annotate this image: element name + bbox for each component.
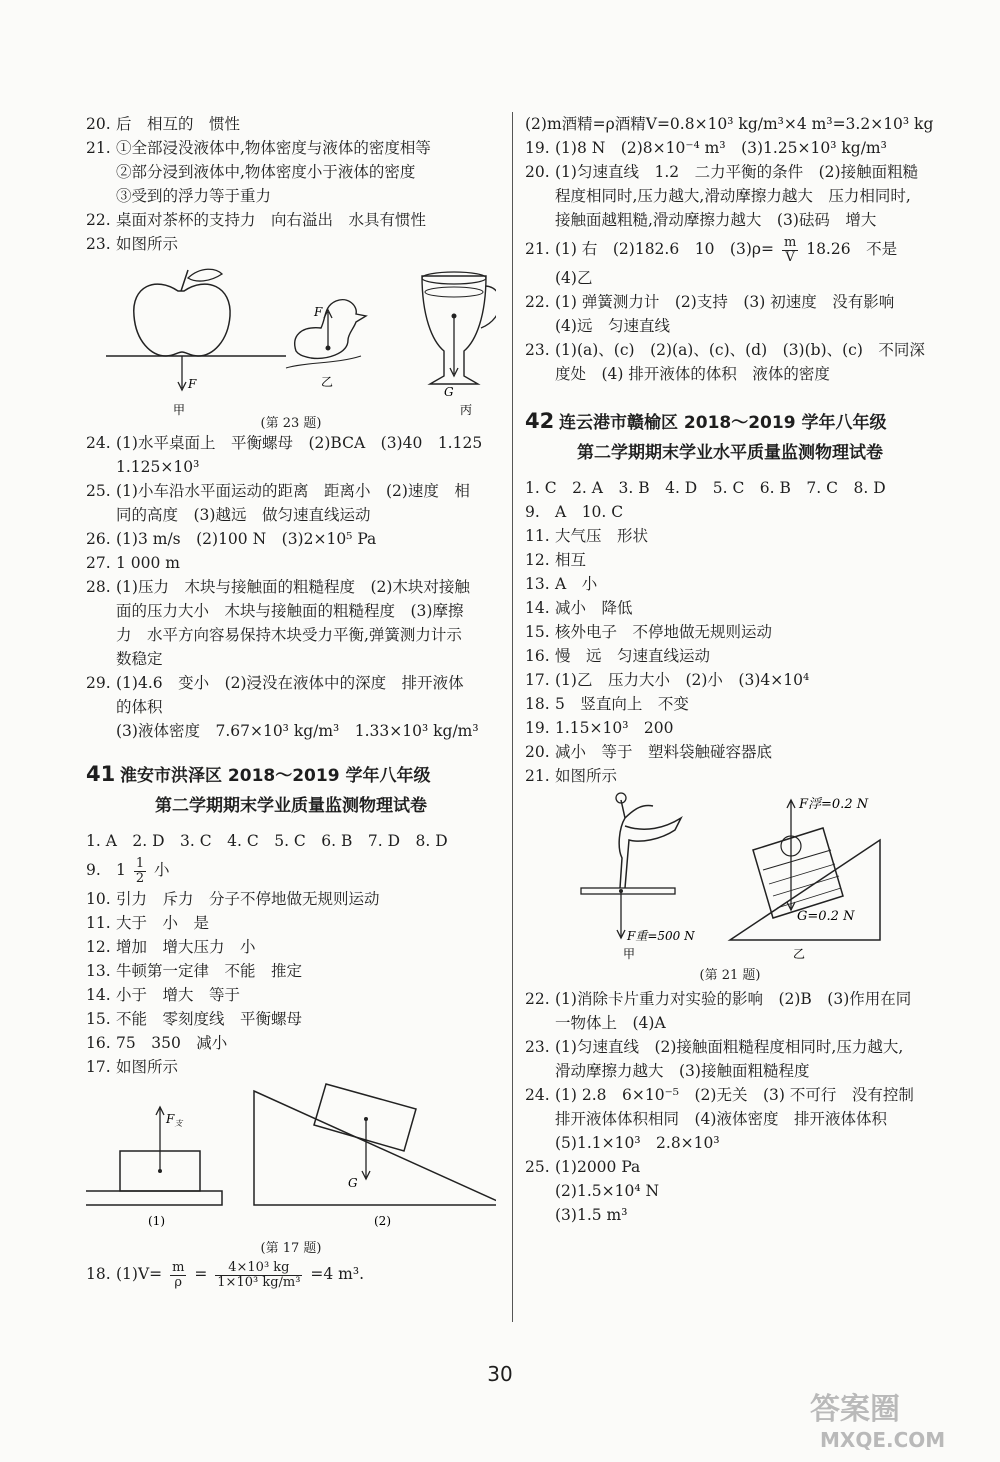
section-number: 42	[525, 409, 555, 433]
answer-item	[86, 959, 496, 983]
item-number: 28.	[86, 578, 111, 596]
answer-item	[525, 644, 935, 668]
fraction-denominator: V	[785, 249, 795, 265]
item-number: 16.	[525, 647, 550, 665]
answer-line: (1)消除卡片重力对实验的影响 (2)B (3)作用在同	[555, 990, 912, 1008]
fraction-numerator: 1	[135, 855, 145, 871]
answer-line: 面的压力大小 木块与接触面的粗糙程度 (3)摩擦	[116, 602, 464, 620]
answer-item	[525, 668, 935, 692]
answer-line: (1)压力 木块与接触面的粗糙程度 (2)木块对接触	[116, 578, 470, 596]
answer-item	[525, 338, 935, 386]
item-number: 11.	[525, 527, 550, 545]
answer-item	[86, 1007, 496, 1031]
item-body	[555, 160, 935, 232]
answer-line: 牛顿第一定律 不能 推定	[116, 962, 303, 980]
figure-q17	[86, 1079, 496, 1229]
item-number: 12.	[86, 938, 111, 956]
section-title-line1: 连云港市赣榆区 2018～2019 学年八年级	[559, 413, 887, 433]
item-body	[555, 290, 935, 338]
figure-label-yi: 乙	[793, 947, 806, 961]
answer-line: 慢 远 匀速直线运动	[555, 647, 711, 665]
answer-item-18	[86, 1256, 496, 1292]
figure-label-jia: 甲	[173, 403, 186, 416]
q21-part: 18.26 不是	[806, 240, 898, 258]
item-body	[116, 208, 496, 232]
answer-line: 75 350 减小	[116, 1034, 228, 1052]
gravity-label: G=0.2 N	[797, 909, 855, 924]
gravity-label: G	[348, 1176, 358, 1190]
item-body	[116, 1007, 496, 1031]
item-number: 21.	[525, 767, 550, 785]
item-body	[116, 136, 496, 208]
item-body	[555, 136, 935, 160]
item-number: 23.	[525, 341, 550, 359]
item-number: 20.	[525, 743, 550, 761]
answer-item	[525, 1083, 935, 1155]
answer-item	[525, 136, 935, 160]
answer-item	[86, 671, 496, 743]
answer-line: (1)2000 Pa	[555, 1158, 641, 1176]
item-number: 21.	[525, 240, 550, 258]
item-number: 27.	[86, 554, 111, 572]
fraction	[170, 1261, 186, 1290]
item-number: 11.	[86, 914, 111, 932]
answer-line: 同的高度 (3)越远 做匀速直线运动	[116, 506, 371, 524]
answer-line: (2)1.5×10⁴ N	[555, 1182, 660, 1200]
answer-line: (1)(a)、(c) (2)(a)、(c)、(d) (3)(b)、(c) 不同深	[555, 341, 925, 359]
item-body	[116, 575, 496, 671]
figure-label-2: (2)	[374, 1214, 391, 1228]
force-label-apple: F	[188, 377, 197, 391]
answer-item-9	[86, 853, 496, 887]
fraction	[215, 1261, 302, 1290]
item-body	[525, 112, 935, 136]
force-label-dancer: F重=500 N	[627, 929, 695, 943]
item-number: 18.	[525, 695, 550, 713]
answer-line: 接触面越粗糙,滑动摩擦力越大 (3)砝码 增大	[555, 211, 877, 229]
item-number: 13.	[525, 575, 550, 593]
item-body	[555, 572, 935, 596]
item-body	[116, 983, 496, 1007]
item-number: 22.	[525, 293, 550, 311]
fraction-denominator: 2	[135, 870, 145, 886]
item-body	[555, 740, 935, 764]
block-on-table	[86, 1107, 222, 1205]
figure-q23-drawing	[86, 256, 496, 416]
answer-line: 程度相同时,压力越大,滑动摩擦力越大 压力相同时,	[555, 187, 911, 205]
answer-line: 相互	[555, 551, 587, 569]
fraction-numerator: m	[783, 234, 797, 250]
fraction-denominator: ρ	[174, 1274, 183, 1290]
watermark-logo	[750, 1385, 980, 1455]
duck-drawing	[286, 300, 366, 368]
answer-item	[525, 112, 935, 136]
figure-caption: (第 21 题)	[699, 968, 761, 983]
answer-line: 1 000 m	[116, 554, 180, 572]
answer-item	[86, 479, 496, 527]
answer-line: (3)1.5 m³	[555, 1206, 628, 1224]
dancer-drawing	[581, 793, 681, 938]
q9-part: 1	[116, 861, 126, 879]
item-number: 13.	[86, 962, 111, 980]
answer-line: 不能 零刻度线 平衡螺母	[116, 1010, 303, 1028]
figure-label-jia: 甲	[623, 947, 636, 961]
answer-line: (1)匀速直线 (2)接触面粗糙程度相同时,压力越大,	[555, 1038, 904, 1056]
item-body	[555, 620, 935, 644]
answer-line: 5 竖直向上 不变	[555, 695, 689, 713]
answer-line: 核外电子 不停地做无规则运动	[555, 623, 773, 641]
answer-item	[525, 500, 935, 524]
apple-drawing	[106, 269, 286, 390]
item-body	[555, 1083, 935, 1155]
right-column	[525, 112, 935, 1227]
item-body	[555, 716, 935, 740]
item-number: 17.	[525, 671, 550, 689]
answer-item	[525, 987, 935, 1035]
figure-q17-drawing	[86, 1079, 496, 1229]
watermark-top-text: 答案圈	[810, 1392, 900, 1427]
item-body	[555, 987, 935, 1035]
answer-list	[86, 431, 496, 743]
answer-item	[86, 112, 496, 136]
answer-line: (4)远 匀速直线	[555, 317, 670, 335]
answer-item	[525, 740, 935, 764]
item-number: 9.	[86, 861, 101, 879]
answer-item	[86, 551, 496, 575]
answer-item	[525, 1155, 935, 1227]
fraction-numerator: m	[172, 1259, 185, 1275]
support-force-symbol: F	[166, 1112, 175, 1126]
item-body	[116, 1055, 496, 1079]
q21-line2: (4)乙	[555, 269, 593, 287]
answer-item	[525, 548, 935, 572]
figure-caption: (第 23 题)	[260, 416, 322, 431]
answer-line: 增加 增大压力 小	[116, 938, 256, 956]
item-body	[116, 1031, 496, 1055]
answer-line: (1)4.6 变小 (2)浸没在液体中的深度 排开液体	[116, 674, 464, 692]
item-number: 25.	[525, 1158, 550, 1176]
answer-line: (1)水平桌面上 平衡螺母 (2)BCA (3)40 1.125	[116, 434, 483, 452]
item-number: 19.	[525, 719, 550, 737]
item-body	[116, 479, 496, 527]
answer-item	[86, 575, 496, 671]
item-number: 24.	[525, 1086, 550, 1104]
figure-q21-drawing	[525, 788, 935, 964]
answer-item	[525, 524, 935, 548]
answer-line: 数稳定	[116, 650, 163, 668]
answer-item	[525, 572, 935, 596]
item-body	[555, 596, 935, 620]
q21-part: (1) 右 (2)182.6 10 (3)ρ=	[555, 240, 774, 258]
item-number: 17.	[86, 1058, 111, 1076]
answer-item	[86, 431, 496, 479]
item-number: 14.	[525, 599, 550, 617]
item-body	[86, 829, 496, 853]
answer-line: 后 相互的 惯性	[116, 115, 241, 133]
item-body	[555, 1155, 935, 1227]
item-number: 14.	[86, 986, 111, 1004]
item-body	[555, 668, 935, 692]
item-body	[116, 551, 496, 575]
cup-drawing	[422, 272, 496, 384]
item-number: 29.	[86, 674, 111, 692]
answer-list	[525, 476, 935, 788]
answer-line: (1) 2.8 6×10⁻⁵ (2)无关 (3) 不可行 没有控制	[555, 1086, 914, 1104]
answer-line: 度处 (4) 排开液体的体积 液体的密度	[555, 365, 830, 383]
answer-line: 排开液体体积相同 (4)液体密度 排开液体体积	[555, 1110, 887, 1128]
item-number: 24.	[86, 434, 111, 452]
force-label-duck: F	[314, 305, 323, 319]
answer-line: 桌面对茶杯的支持力 向右溢出 水具有惯性	[116, 211, 427, 229]
answer-item	[525, 596, 935, 620]
answer-line: (2)m酒精=ρ酒精V=0.8×10³ kg/m³×4 m³=3.2×10³ kg	[525, 115, 934, 133]
answer-line: 大气压 形状	[555, 527, 649, 545]
answer-item	[525, 620, 935, 644]
section-header-42	[525, 406, 935, 468]
section-header-41	[86, 759, 496, 821]
column-divider	[512, 112, 513, 1322]
item-number: 15.	[525, 623, 550, 641]
answer-item	[86, 208, 496, 232]
item-body	[555, 692, 935, 716]
answer-line: 大于 小 是	[116, 914, 210, 932]
item-number: 16.	[86, 1034, 111, 1052]
item-body	[116, 671, 496, 743]
answer-item	[525, 692, 935, 716]
answer-item	[525, 1035, 935, 1083]
answer-item	[525, 290, 935, 338]
figure-caption: (第 17 题)	[260, 1241, 322, 1256]
section-number: 41	[86, 762, 116, 786]
block-on-incline	[254, 1084, 496, 1205]
answer-line: 1. A 2. D 3. C 4. C 5. C 6. B 7. D 8. D	[86, 832, 448, 850]
answer-list	[525, 112, 935, 232]
answer-line: (1) 弹簧测力计 (2)支持 (3) 初速度 没有影响	[555, 293, 895, 311]
answer-item	[86, 1031, 496, 1055]
answer-item	[86, 983, 496, 1007]
left-column	[86, 112, 496, 1292]
fraction-numerator: 4×10³ kg	[215, 1261, 302, 1276]
answer-item	[86, 232, 496, 256]
answer-line: (1)小车沿水平面运动的距离 距离小 (2)速度 相	[116, 482, 470, 500]
answer-line: A 小	[555, 575, 598, 593]
figure-label-yi: 乙	[321, 375, 334, 389]
answer-item	[86, 935, 496, 959]
q18-part: =	[194, 1265, 208, 1283]
answer-line: 1.125×10³	[116, 458, 200, 476]
answer-item	[525, 716, 935, 740]
item-body	[116, 959, 496, 983]
answer-list	[86, 112, 496, 256]
q18-part: (1)V=	[116, 1265, 163, 1283]
figure-label-bing: 丙	[460, 403, 473, 416]
answer-line: (1)匀速直线 1.2 二力平衡的条件 (2)接触面粗糙	[555, 163, 919, 181]
item-body	[555, 548, 935, 572]
item-body	[116, 112, 496, 136]
support-force-subscript: 支	[174, 1119, 183, 1128]
fraction	[134, 857, 146, 886]
item-number: 22.	[525, 990, 550, 1008]
answer-line: 1.15×10³ 200	[555, 719, 674, 737]
item-number: 23.	[86, 235, 111, 253]
item-body	[116, 887, 496, 911]
item-number: 22.	[86, 211, 111, 229]
answer-line: ②部分浸到液体中,物体密度小于液体的密度	[116, 163, 416, 181]
item-number: 18.	[86, 1265, 111, 1283]
answer-item	[86, 1055, 496, 1079]
item-body	[555, 1035, 935, 1083]
item-number: 9.	[525, 503, 540, 521]
item-body	[116, 527, 496, 551]
answer-list	[525, 987, 935, 1227]
answer-item	[525, 160, 935, 232]
answer-item	[86, 911, 496, 935]
figure-label-1: (1)	[148, 1214, 165, 1228]
answer-line: 减小 降低	[555, 599, 633, 617]
figure-q21	[525, 788, 935, 964]
buoyant-force-label: F浮=0.2 N	[799, 797, 869, 812]
answer-line: 如图所示	[555, 767, 618, 785]
item-number: 15.	[86, 1010, 111, 1028]
answer-line: A 10. C	[555, 503, 624, 521]
answer-item	[86, 136, 496, 208]
item-body	[555, 500, 935, 524]
item-body	[555, 764, 935, 788]
answer-line: 力 水平方向容易保持木块受力平衡,弹簧测力计示	[116, 626, 462, 644]
answer-list	[525, 290, 935, 386]
answer-line: (5)1.1×10³ 2.8×10³	[555, 1134, 720, 1152]
section-title-line1: 淮安市洪泽区 2018～2019 学年八年级	[120, 766, 431, 786]
answer-line: 一物体上 (4)A	[555, 1014, 666, 1032]
answer-item	[86, 887, 496, 911]
answer-item	[525, 476, 935, 500]
item-number: 26.	[86, 530, 111, 548]
item-body	[116, 431, 496, 479]
item-number: 23.	[525, 1038, 550, 1056]
section-title-line2: 第二学期期末学业水平质量监测物理试卷	[577, 443, 883, 463]
item-number: 10.	[86, 890, 111, 908]
answer-line: 1. C 2. A 3. B 4. D 5. C 6. B 7. C 8. D	[525, 479, 886, 497]
item-number: 12.	[525, 551, 550, 569]
answer-line: (3)液体密度 7.67×10³ kg/m³ 1.33×10³ kg/m³	[116, 722, 479, 740]
item-body	[116, 935, 496, 959]
answer-line: (1)3 m/s (2)100 N (3)2×10⁵ Pa	[116, 530, 377, 548]
gravity-label-cup: G	[444, 385, 454, 399]
answer-list	[86, 829, 496, 853]
section-title-line2: 第二学期期末学业质量监测物理试卷	[155, 796, 427, 816]
q18-part: =4 m³.	[310, 1265, 365, 1283]
item-body	[555, 338, 935, 386]
answer-line: 如图所示	[116, 235, 179, 253]
answer-line: ③受到的浮力等于重力	[116, 187, 272, 205]
answer-line: (1)乙 压力大小 (2)小 (3)4×10⁴	[555, 671, 810, 689]
answer-line: 滑动摩擦力越大 (3)接触面粗糙程度	[555, 1062, 810, 1080]
item-number: 20.	[525, 163, 550, 181]
item-number: 19.	[525, 139, 550, 157]
item-body	[116, 232, 496, 256]
item-number: 21.	[86, 139, 111, 157]
answer-item	[86, 829, 496, 853]
answer-line: 小于 增大 等于	[116, 986, 241, 1004]
answer-line: 的体积	[116, 698, 163, 716]
fraction	[782, 236, 798, 265]
answer-line: (1)8 N (2)8×10⁻⁴ m³ (3)1.25×10³ kg/m³	[555, 139, 887, 157]
answer-line: ①全部浸没液体中,物体密度与液体的密度相等	[116, 139, 431, 157]
answer-item	[86, 527, 496, 551]
item-number: 25.	[86, 482, 111, 500]
answer-item	[525, 764, 935, 788]
item-body	[555, 524, 935, 548]
item-number: 20.	[86, 115, 111, 133]
item-body	[525, 476, 935, 500]
item-body	[555, 644, 935, 668]
answer-line: 引力 斥力 分子不停地做无规则运动	[116, 890, 380, 908]
page-number: 30	[487, 1362, 513, 1386]
answer-list	[86, 887, 496, 1079]
answer-line: 如图所示	[116, 1058, 179, 1076]
figure-q23	[86, 256, 496, 416]
support-force-label	[165, 1112, 183, 1128]
q9-part: 小	[154, 861, 170, 879]
answer-line: 减小 等于 塑料袋触碰容器底	[555, 743, 773, 761]
item-body	[116, 911, 496, 935]
answer-item-21	[525, 232, 935, 290]
watermark-bottom-text: MXQE.COM	[820, 1428, 946, 1452]
fraction-denominator: 1×10³ kg/m³	[217, 1274, 301, 1290]
